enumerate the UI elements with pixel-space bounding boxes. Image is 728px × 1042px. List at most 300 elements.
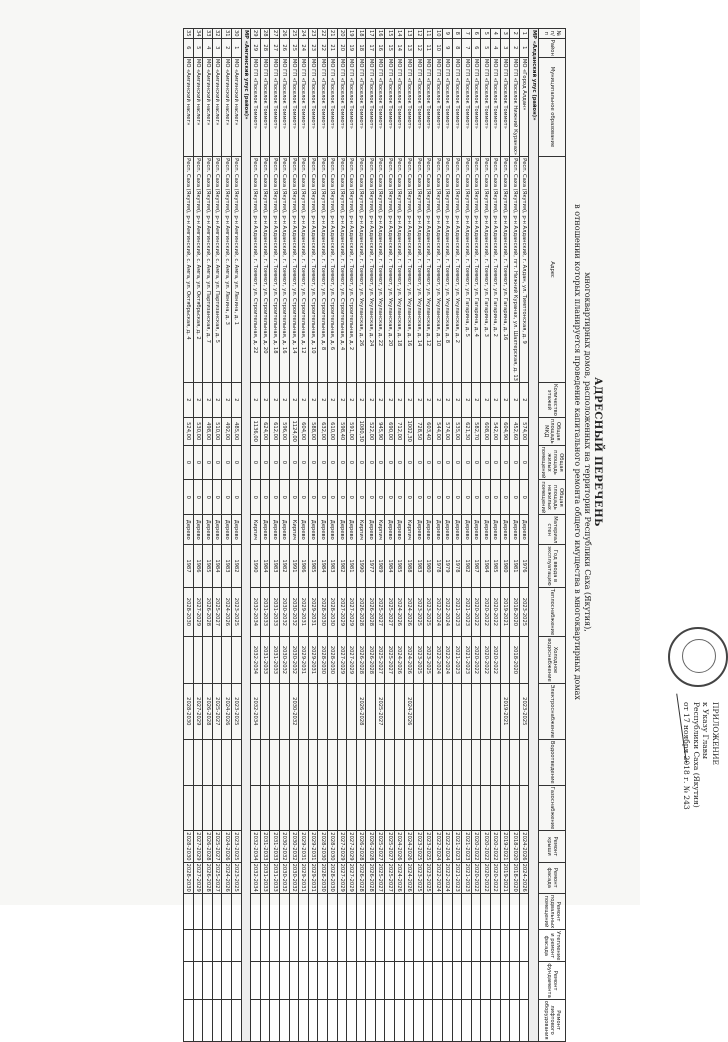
table-cell: 2030-2032 xyxy=(281,832,288,861)
table-cell: 2029-2031 xyxy=(299,637,309,683)
table-cell xyxy=(347,683,357,739)
table-cell: Дерево xyxy=(414,515,424,545)
table-cell: 0 xyxy=(260,445,270,480)
document-header xyxy=(572,22,602,882)
table-cell: Респ. Саха (Якутия), р-н Алданский, г. Томмот, ул. Укуланская, д. 14 xyxy=(414,157,424,383)
section-title: МР «Амгинский улус (район)» xyxy=(241,29,251,1042)
table-cell: 1988 xyxy=(404,545,414,587)
table-row xyxy=(443,29,453,1042)
table-cell: 2 xyxy=(481,383,491,418)
column-header: Ремонт подвальных помещений xyxy=(539,893,566,929)
table-cell: МО ГП «Поселок Томмот» xyxy=(385,57,395,156)
table-cell: 2 xyxy=(193,383,203,418)
table-cell xyxy=(433,962,443,999)
document-subtitle-1: многоквартирных домов, расположенных на территории Республики Саха (Якутия), xyxy=(583,272,592,632)
table-cell: 2026-2028 xyxy=(356,683,366,739)
table-cell: 15 xyxy=(385,38,395,57)
table-cell: 0 xyxy=(462,445,472,480)
table-cell: 2025-2027 xyxy=(386,863,393,892)
table-cell: 2023-2025 xyxy=(414,637,424,683)
table-cell xyxy=(481,930,491,962)
table-cell: 2030-2032 xyxy=(281,863,288,892)
table-cell xyxy=(270,930,280,962)
table-cell xyxy=(433,683,443,739)
table-cell xyxy=(491,683,501,739)
table-cell xyxy=(356,930,366,962)
table-cell: 4 xyxy=(491,29,501,39)
table-cell: 1986 xyxy=(299,545,309,587)
table-cell: 1124,00 xyxy=(289,417,299,445)
table-cell: Кирпич xyxy=(375,515,385,545)
table-cell xyxy=(270,683,280,739)
table-cell: 2032-2034 xyxy=(252,863,259,892)
table-cell xyxy=(443,683,453,739)
table-cell xyxy=(318,930,328,962)
table-cell xyxy=(203,930,213,962)
table-cell xyxy=(184,785,194,831)
table-cell: 2 xyxy=(232,383,242,418)
table-cell: Дерево xyxy=(443,515,453,545)
table-cell xyxy=(356,739,366,785)
table-cell xyxy=(491,739,501,785)
table-cell: 632,00 xyxy=(318,417,328,445)
table-cell: Респ. Саха (Якутия), р-н Алданский, г. Томмот, ул. Строительная, д. 14 xyxy=(289,157,299,383)
table-cell: 2030-2032 xyxy=(279,637,289,683)
table-cell: 0 xyxy=(510,480,520,515)
appendix-block xyxy=(682,702,720,852)
table-cell: 11 xyxy=(423,38,433,57)
table-cell xyxy=(193,962,203,999)
table-cell xyxy=(385,893,395,929)
table-cell xyxy=(385,930,395,962)
table-cell xyxy=(519,930,529,962)
table-cell: 1984 xyxy=(385,545,395,587)
table-cell xyxy=(404,962,414,999)
table-row xyxy=(337,29,347,1042)
table-row xyxy=(404,29,414,1042)
appendix-line-2: Республики Саха (Якутия) xyxy=(692,702,701,808)
table-cell xyxy=(222,962,232,999)
table-cell xyxy=(404,785,414,831)
table-row xyxy=(366,29,376,1042)
table-cell: 2023-2025 xyxy=(233,863,240,892)
table-cell xyxy=(279,930,289,962)
table-cell: 2 xyxy=(327,383,337,418)
table-cell: 0 xyxy=(356,480,366,515)
table-cell: 2020-2022 xyxy=(492,832,499,861)
table-cell: МО ГП «Поселок Томмот» xyxy=(270,57,280,156)
table-cell: 2024-2026 xyxy=(405,832,412,861)
table-cell: 2029-2031 xyxy=(299,587,309,637)
table-row xyxy=(510,29,520,1042)
table-cell: 2021-2023 xyxy=(452,637,462,683)
table-cell: 0 xyxy=(491,445,501,480)
table-cell: Респ. Саха (Якутия), р-н Амгинский, с. Амга, ул. Октябрьская, д. 2 xyxy=(193,157,203,383)
table-cell xyxy=(375,999,385,1041)
table-cell: 13 xyxy=(405,30,412,37)
table-row xyxy=(481,29,491,1042)
table-cell: 22 xyxy=(318,38,328,57)
table-cell xyxy=(299,785,309,831)
table-cell: 0 xyxy=(385,445,395,480)
table-cell: 14 xyxy=(395,38,405,57)
table-row xyxy=(270,29,280,1042)
table-cell: 2026-2028 xyxy=(358,863,365,892)
column-header: Ремонт крыши xyxy=(539,831,566,862)
table-cell xyxy=(491,930,501,962)
table-cell xyxy=(471,683,481,739)
table-cell: 0 xyxy=(443,480,453,515)
table-cell: 12 xyxy=(415,30,422,37)
table-cell: Респ. Саха (Якутия), р-н Алданский, г. Томмот, ул. Укуланская, д. 2 xyxy=(452,157,462,383)
table-cell xyxy=(481,893,491,929)
table-cell xyxy=(414,893,424,929)
table-cell xyxy=(356,785,366,831)
table-cell: 8 xyxy=(452,29,462,39)
table-cell xyxy=(510,962,520,999)
table-cell: 2 xyxy=(385,383,395,418)
table-cell: 535,00 xyxy=(452,417,462,445)
table-cell: 2020-2022 xyxy=(491,587,501,637)
table-cell: 5 xyxy=(481,38,491,57)
table-cell: 2026-2028 xyxy=(204,832,211,861)
table-cell: 27 xyxy=(270,38,280,57)
table-cell: 20 xyxy=(338,30,345,37)
table-cell: 2022-2024 xyxy=(433,637,443,683)
table-cell xyxy=(270,962,280,999)
table-cell: 612,00 xyxy=(270,417,280,445)
table-cell xyxy=(414,683,424,739)
table-cell: 3 xyxy=(500,38,510,57)
table-cell: 2025-2027 xyxy=(375,683,385,739)
table-cell: 2023-2025 xyxy=(232,587,242,637)
table-cell xyxy=(299,999,309,1041)
table-cell: 2028-2030 xyxy=(184,683,194,739)
table-cell xyxy=(327,785,337,831)
column-header: Ремонт лифтового оборудования xyxy=(539,999,566,1041)
table-cell: 2030-2032 xyxy=(289,587,299,637)
table-cell xyxy=(433,930,443,962)
table-cell: 23 xyxy=(310,30,317,37)
table-row xyxy=(347,29,357,1042)
table-cell xyxy=(289,930,299,962)
table-cell xyxy=(462,999,472,1041)
table-cell: 0 xyxy=(193,480,203,515)
table-cell: 498,00 xyxy=(203,417,213,445)
table-cell xyxy=(443,930,453,962)
table-cell: МО ГП «Поселок Томмот» xyxy=(481,57,491,156)
table-cell: 6 xyxy=(471,38,481,57)
table-cell xyxy=(212,739,222,785)
table-cell xyxy=(270,785,280,831)
appendix-label: ПРИЛОЖЕНИЕ xyxy=(711,702,720,765)
table-cell: 35 xyxy=(185,30,192,37)
table-cell: 0 xyxy=(414,445,424,480)
table-cell: 16 xyxy=(377,30,384,37)
table-cell: 2024-2026 xyxy=(223,863,230,892)
table-cell: 588,00 xyxy=(308,417,318,445)
table-cell: Респ. Саха (Якутия), р-н Алданский, г. Томмот, ул. Строительная, д. 16 xyxy=(279,157,289,383)
table-cell: 485,00 xyxy=(232,417,242,445)
table-cell xyxy=(510,739,520,785)
table-cell: Кирпич xyxy=(356,515,366,545)
table-cell xyxy=(327,930,337,962)
table-cell: МО «Амгинский наслег» xyxy=(184,57,194,156)
table-cell: 2 xyxy=(289,383,299,418)
table-cell: 34 xyxy=(194,30,201,37)
table-cell: 2 xyxy=(318,383,328,418)
table-cell: 2029-2031 xyxy=(300,832,307,861)
table-cell xyxy=(510,930,520,962)
table-cell: 2025-2027 xyxy=(377,832,384,861)
table-cell xyxy=(395,962,405,999)
table-cell: МО ГП «Поселок Томмот» xyxy=(471,57,481,156)
table-cell: МО ГП «Поселок Томмот» xyxy=(260,57,270,156)
table-cell xyxy=(404,739,414,785)
table-cell: 19 xyxy=(348,30,355,37)
column-header: Материал стен xyxy=(539,515,566,545)
table-cell: 2029-2031 xyxy=(310,863,317,892)
table-cell xyxy=(491,785,501,831)
table-cell xyxy=(289,893,299,929)
column-header: Водоотведение xyxy=(539,739,566,785)
table-cell xyxy=(471,739,481,785)
table-cell xyxy=(251,893,261,929)
table-cell: 2023-2025 xyxy=(519,683,529,739)
table-cell xyxy=(414,785,424,831)
table-cell: 2026-2028 xyxy=(366,637,376,683)
table-cell xyxy=(251,739,261,785)
table-cell: 2027-2029 xyxy=(338,863,345,892)
table-cell: 1983 xyxy=(414,545,424,587)
table-cell: 2030-2032 xyxy=(279,587,289,637)
table-cell: Дерево xyxy=(318,515,328,545)
table-cell xyxy=(203,962,213,999)
table-cell: Дерево xyxy=(270,515,280,545)
table-cell: 0 xyxy=(433,480,443,515)
table-cell: 5 xyxy=(481,29,491,39)
table-cell xyxy=(279,739,289,785)
table-cell: 2028-2030 xyxy=(185,863,192,892)
table-cell: 2 xyxy=(299,383,309,418)
table-cell: 0 xyxy=(452,445,462,480)
table-cell: Дерево xyxy=(308,515,318,545)
table-cell xyxy=(299,893,309,929)
column-header: Электроснабжение xyxy=(539,683,566,739)
table-cell: 610,00 xyxy=(327,417,337,445)
table-cell xyxy=(232,962,242,999)
table-cell: Респ. Саха (Якутия), р-н Алданский, г. Томмот, ул. Строительная, д. 6 xyxy=(327,157,337,383)
table-cell: 2022-2024 xyxy=(434,863,441,892)
table-cell xyxy=(212,930,222,962)
table-cell xyxy=(481,785,491,831)
column-header: Теплоснабжение xyxy=(539,587,566,637)
table-cell xyxy=(519,637,529,683)
table-cell: МО «Амгинский наслег» xyxy=(212,57,222,156)
table-cell xyxy=(356,893,366,929)
table-cell xyxy=(452,930,462,962)
table-cell xyxy=(414,739,424,785)
table-cell xyxy=(232,930,242,962)
table-cell: 17 xyxy=(366,38,376,57)
table-cell: 14 xyxy=(396,30,403,37)
table-cell: 2028-2030 xyxy=(185,832,192,861)
table-cell xyxy=(366,999,376,1041)
table-cell: 2027-2029 xyxy=(337,587,347,637)
table-cell: 624,00 xyxy=(260,417,270,445)
table-cell: Дерево xyxy=(203,515,213,545)
section-title: МР «Алданский улус (район)» xyxy=(529,29,539,1042)
table-row xyxy=(260,29,270,1042)
table-cell xyxy=(184,739,194,785)
table-cell: Дерево xyxy=(260,515,270,545)
table-cell: Дерево xyxy=(327,515,337,545)
table-row xyxy=(414,29,424,1042)
table-cell: 9 xyxy=(443,29,453,39)
table-cell xyxy=(375,785,385,831)
table-cell: МО «Амгинский наслег» xyxy=(193,57,203,156)
table-cell: 12 xyxy=(414,38,424,57)
table-cell xyxy=(423,785,433,831)
table-cell: 0 xyxy=(222,445,232,480)
table-cell xyxy=(327,739,337,785)
table-cell: 1976 xyxy=(519,545,529,587)
table-cell: 603,40 xyxy=(423,417,433,445)
table-cell xyxy=(471,962,481,999)
table-cell xyxy=(510,785,520,831)
table-cell xyxy=(433,739,443,785)
table-cell xyxy=(481,739,491,785)
table-cell: 2 xyxy=(443,383,453,418)
table-cell xyxy=(452,739,462,785)
table-cell: 0 xyxy=(184,445,194,480)
table-row xyxy=(222,29,232,1042)
table-cell: Дерево xyxy=(366,515,376,545)
table-cell xyxy=(423,930,433,962)
table-cell xyxy=(184,962,194,999)
table-cell xyxy=(193,893,203,929)
table-cell: 0 xyxy=(289,480,299,515)
table-cell xyxy=(308,893,318,929)
table-cell: 0 xyxy=(519,480,529,515)
table-cell: Дерево xyxy=(462,515,472,545)
table-cell: 2018-2020 xyxy=(510,637,520,683)
table-cell: 2020-2022 xyxy=(481,637,491,683)
table-cell: 452,60 xyxy=(510,417,520,445)
table-cell: МО «Амгинский наслег» xyxy=(203,57,213,156)
table-cell: Дерево xyxy=(222,515,232,545)
table-cell: 1985 xyxy=(491,545,501,587)
table-row xyxy=(471,29,481,1042)
table-cell: 1980 xyxy=(423,545,433,587)
table-cell: 2 xyxy=(347,383,357,418)
table-cell xyxy=(337,683,347,739)
table-cell xyxy=(212,637,222,683)
table-cell: 11 xyxy=(425,30,432,37)
table-cell: 2 xyxy=(510,383,520,418)
table-cell: 2018-2020 xyxy=(510,587,520,637)
column-header: Общая площадь МКД xyxy=(539,417,566,445)
table-row xyxy=(327,29,337,1042)
table-row xyxy=(519,29,529,1042)
table-cell xyxy=(212,785,222,831)
table-cell: 24 xyxy=(299,38,309,57)
table-cell: 2027-2029 xyxy=(194,832,201,861)
table-cell xyxy=(260,893,270,929)
table-cell: 0 xyxy=(500,480,510,515)
table-cell xyxy=(366,930,376,962)
table-cell xyxy=(423,999,433,1041)
table-cell xyxy=(232,637,242,683)
table-cell: Респ. Саха (Якутия), р-н Алданский, г. Томмот, ул. Укуланская, д. 18 xyxy=(395,157,405,383)
table-cell: 2028-2030 xyxy=(327,637,337,683)
table-cell: Респ. Саха (Якутия), р-н Алданский, г. Томмот, ул. Строительная, д. 20 xyxy=(260,157,270,383)
table-cell: 0 xyxy=(337,445,347,480)
table-cell: 1982 xyxy=(462,545,472,587)
table-cell xyxy=(375,930,385,962)
table-row xyxy=(193,29,203,1042)
table-cell xyxy=(222,893,232,929)
table-cell: 2023-2025 xyxy=(415,863,422,892)
table-cell: 0 xyxy=(395,480,405,515)
table-cell xyxy=(500,637,510,683)
table-cell: Респ. Саха (Якутия), р-н Алданский, г. Томмот, ул. Укуланская, д. 26 xyxy=(356,157,366,383)
table-cell: Респ. Саха (Якутия), р-н Амгинский, с. Амга, ул. Партизанская, д. 7 xyxy=(203,157,213,383)
table-cell: Дерево xyxy=(395,515,405,545)
table-cell xyxy=(184,637,194,683)
table-cell: 2021-2023 xyxy=(453,863,460,892)
table-cell: 1978 xyxy=(433,545,443,587)
table-cell xyxy=(347,962,357,999)
table-cell xyxy=(500,930,510,962)
table-cell: 2020-2022 xyxy=(471,587,481,637)
table-cell: 2027-2029 xyxy=(347,587,357,637)
table-cell xyxy=(347,739,357,785)
table-cell xyxy=(481,962,491,999)
table-cell xyxy=(251,785,261,831)
table-cell: 17 xyxy=(367,30,374,37)
table-cell: Дерево xyxy=(481,515,491,545)
table-cell: 0 xyxy=(356,445,366,480)
table-cell xyxy=(308,999,318,1041)
table-cell: 2020-2022 xyxy=(473,832,480,861)
table-cell: 25 xyxy=(289,38,299,57)
table-cell: 1985 xyxy=(395,545,405,587)
table-cell: 2031-2033 xyxy=(262,832,269,861)
table-cell: 544,00 xyxy=(433,417,443,445)
table-cell: 2022-2024 xyxy=(433,587,443,637)
table-cell: 0 xyxy=(471,480,481,515)
table-cell: 2 xyxy=(279,383,289,418)
table-cell xyxy=(260,962,270,999)
table-cell: 2024-2026 xyxy=(222,587,232,637)
table-cell: 2028-2030 xyxy=(318,587,328,637)
column-header: № п/п xyxy=(539,29,566,39)
table-cell: 2029-2031 xyxy=(308,637,318,683)
table-cell: 0 xyxy=(471,445,481,480)
table-cell: 2030-2032 xyxy=(290,863,297,892)
table-cell: 0 xyxy=(212,480,222,515)
table-cell xyxy=(337,930,347,962)
table-cell xyxy=(222,999,232,1041)
column-header: Район xyxy=(539,38,566,57)
table-cell xyxy=(423,893,433,929)
table-cell xyxy=(299,739,309,785)
table-cell: 2025-2027 xyxy=(386,832,393,861)
table-cell: 2030-2032 xyxy=(290,832,297,861)
table-cell: Кирпич xyxy=(251,515,261,545)
table-cell: 28 xyxy=(260,38,270,57)
